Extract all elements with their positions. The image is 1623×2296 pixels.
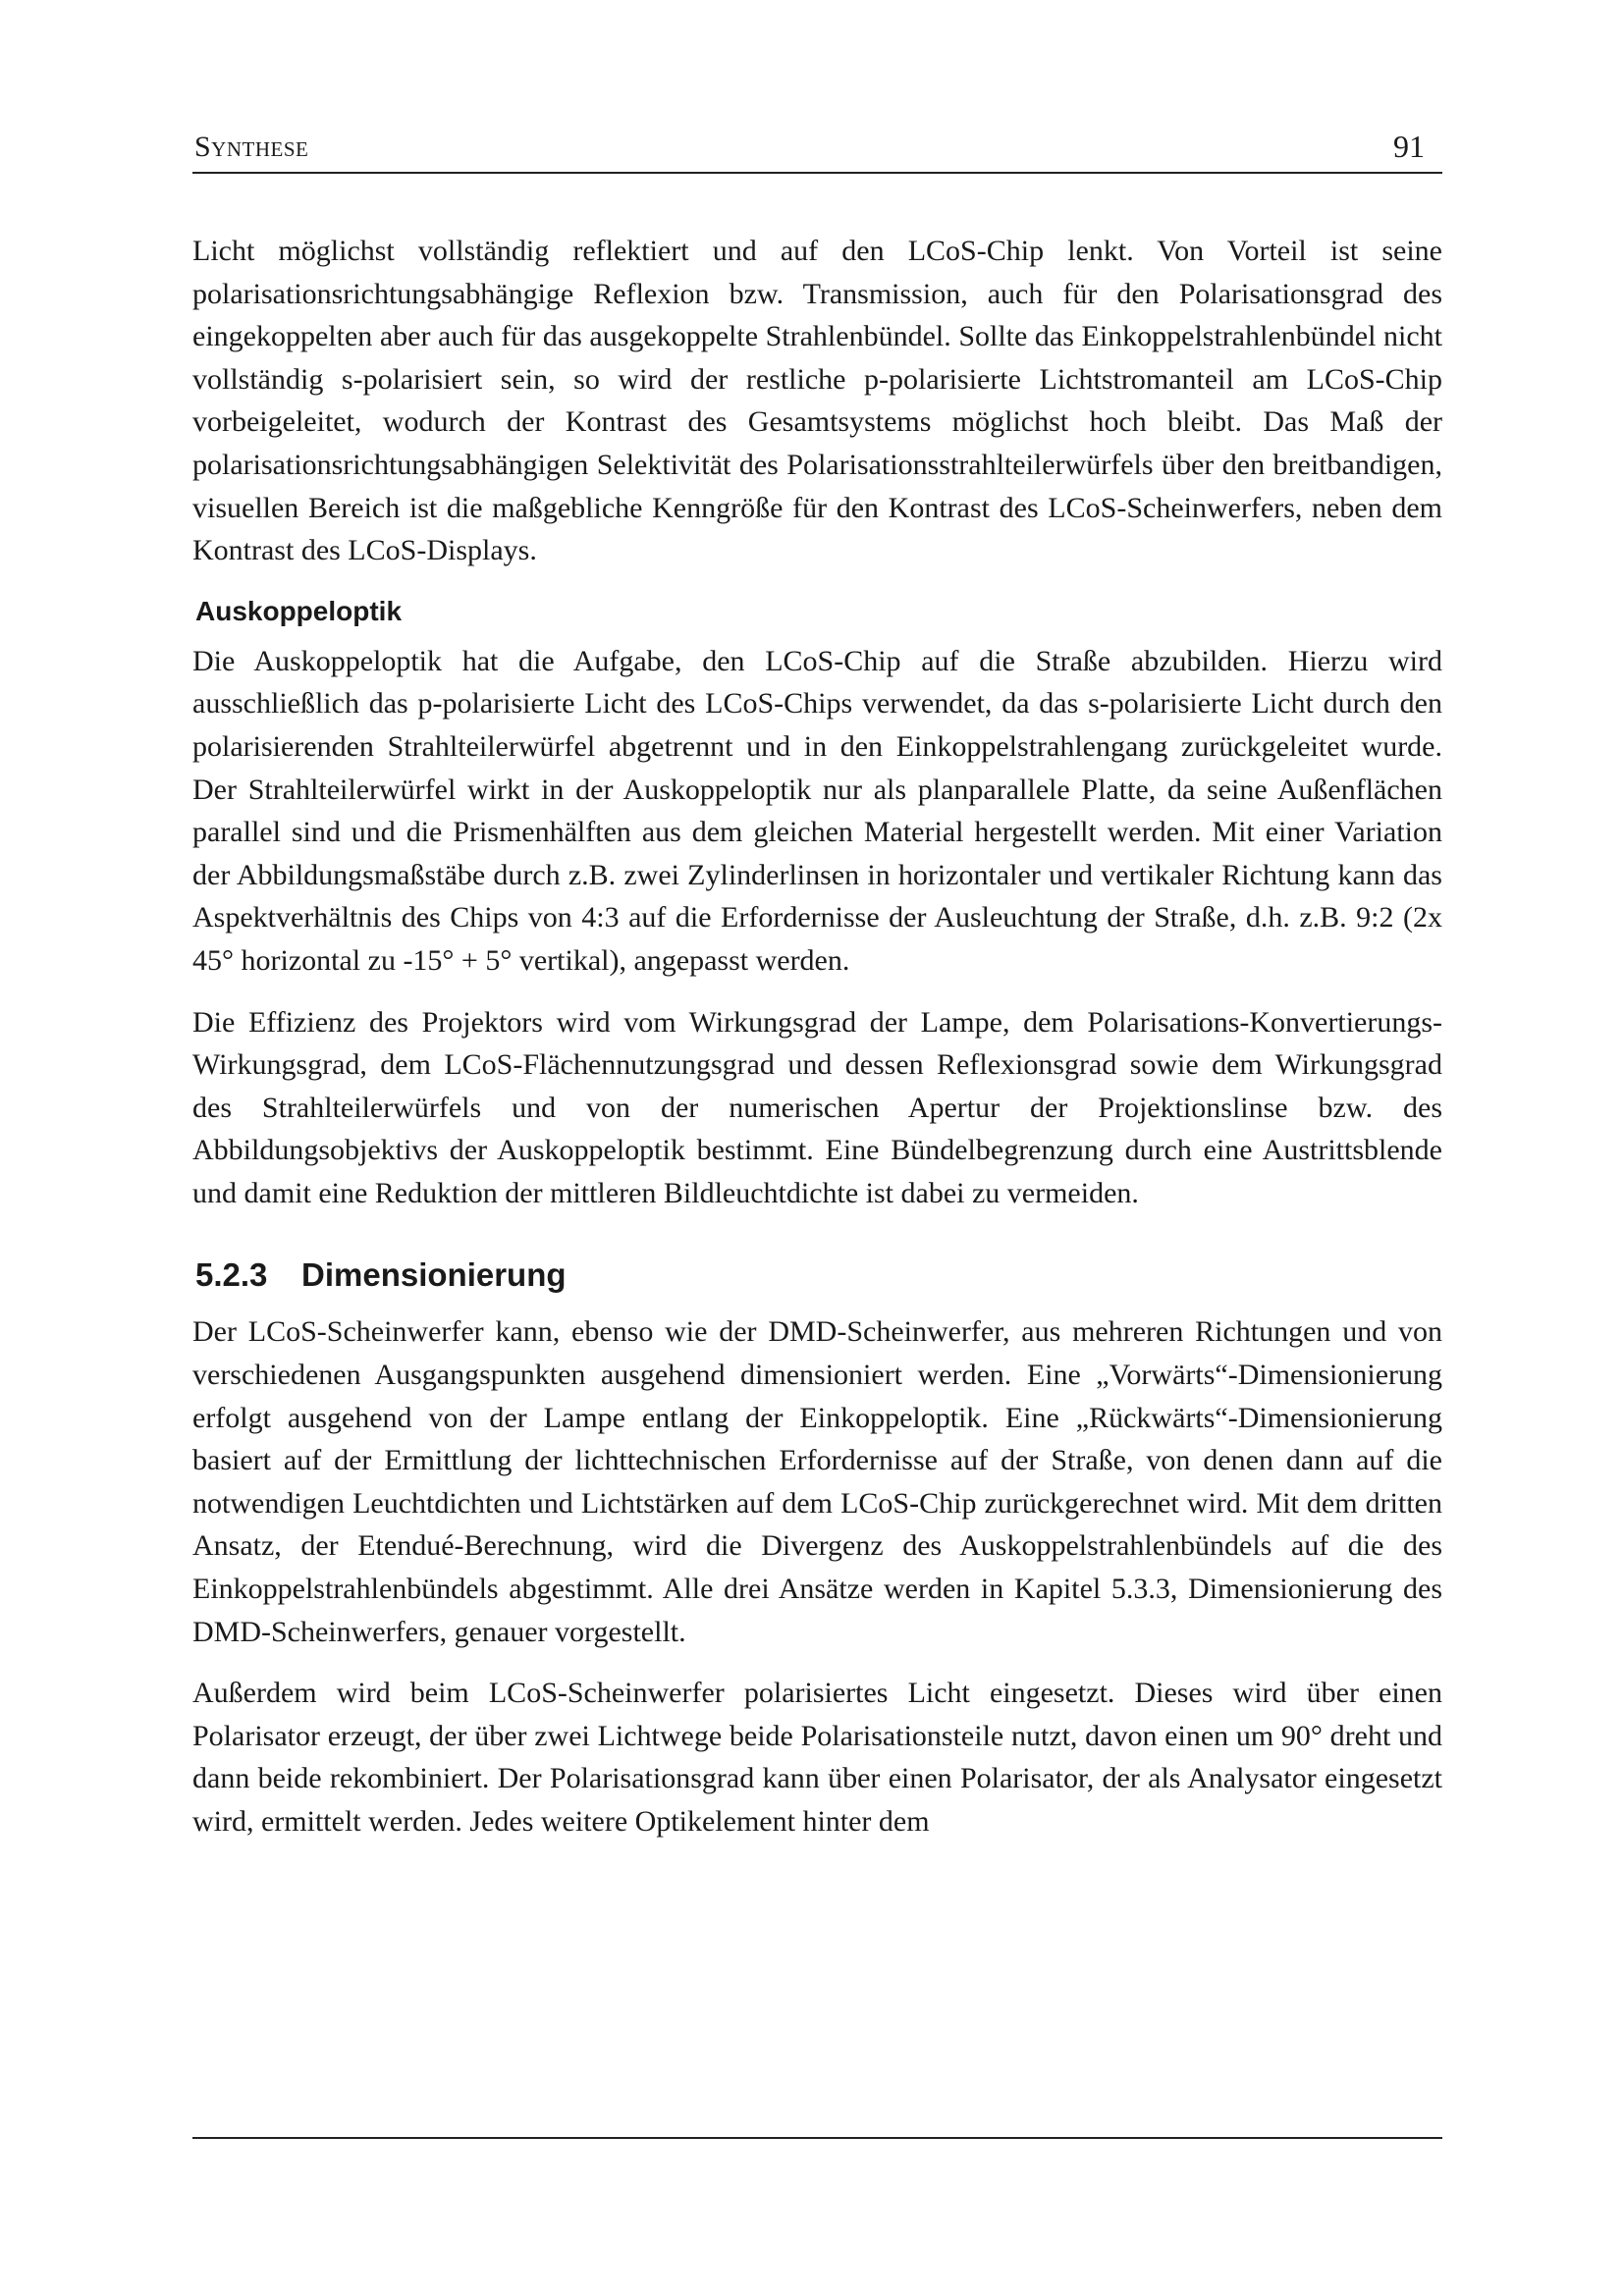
footer-rule xyxy=(192,2137,1442,2139)
section-number: 5.2.3 xyxy=(195,1256,268,1294)
section-title: Dimensionierung xyxy=(301,1256,567,1294)
subheading-auskoppeloptik: Auskoppeloptik xyxy=(195,595,403,626)
chapter-title: Synthese xyxy=(194,131,309,163)
paragraph-auskoppeloptik: Die Auskoppeloptik hat die Aufgabe, den LCoS-Chip auf die Straße abzubilden. Hierzu wird ausschließlich das p-polarisierte Licht des LCoS-Chips verwendet, da das s-polarisierte Licht durch den polarisierenden Strahlteilerwürfel abgetrennt und in den Einkoppelstrahlengang zurückgeleitet wurde. Der Strahlteilerwürfel wirkt in der Auskoppeloptik nur als planparallele Platte, da seine Außenflächen parallel sind und die Prismenhälften aus dem gleichen Material hergestellt werden. Mit einer Variation der Abbildungsmaßstäbe durch z.B. zwei Zylinderlinsen in horizontaler und vertikaler Richtung kann das Aspektverhältnis des Chips von 4:3 auf die Erfordernisse der Ausleuchtung der Straße, d.h. z.B. 9:2 (2x 45° horizontal zu -15° + 5° vertikal), angepasst werden. xyxy=(192,644,1442,977)
page-number: 91 xyxy=(1393,129,1425,164)
body-text xyxy=(192,230,1442,1843)
running-header xyxy=(192,129,1442,174)
document-page xyxy=(192,0,1442,2296)
paragraph-dimensionierung: Der LCoS-Scheinwerfer kann, ebenso wie der DMD-Scheinwerfer, aus mehreren Richtungen und von verschiedenen Ausgangspunkten ausgehend dimensioniert werden. Eine „Vorwärts“-Dimensionierung erfolgt ausgehend von der Lampe entlang der Einkoppeloptik. Eine „Rückwärts“-Dimensionierung basiert auf der Ermittlung der lichttechnischen Erfordernisse auf der Straße, von denen dann auf die notwendigen Leuchtdichten und Lichtstärken auf dem LCoS-Chip zurückgerechnet wird. Mit dem dritten Ansatz, der Etendué-Berechnung, wird die Divergenz des Auskoppelstrahlenbündels auf die des Einkoppelstrahlenbündels abgestimmt. Alle drei Ansätze werden in Kapitel 5.3.3, Dimensionierung des DMD-Scheinwerfers, genauer vorgestellt. xyxy=(192,1315,1442,1648)
section-heading xyxy=(192,1254,1442,1297)
paragraph-polarized-light: Außerdem wird beim LCoS-Scheinwerfer polarisiertes Licht eingesetzt. Dieses wird über einen Polarisator erzeugt, der über zwei Lichtwege beide Polarisationsteile nutzt, davon einen um 90° dreht und dann beide rekombiniert. Der Polarisationsgrad kann über einen Polarisator, der als Analysator eingesetzt wird, ermittelt werden. Jedes weitere Optikelement hinter dem xyxy=(192,1677,1442,1838)
paragraph-polarisation-beamsplitter: Licht möglichst vollständig reflektiert und auf den LCoS-Chip lenkt. Von Vorteil ist seine polarisationsrichtungsabhängige Reflexion bzw. Transmission, auch für den Polarisationsgrad des eingekoppelten aber auch für das ausgekoppelte Strahlenbündel. Sollte das Einkoppelstrahlenbündel nicht vollständig s-polarisiert sein, so wird der restliche p-polarisierte Lichtstromanteil am LCoS-Chip vorbeigeleitet, wodurch der Kontrast des Gesamtsystems möglichst hoch bleibt. Das Maß der polarisationsrichtungsabhängigen Selektivität des Polarisationsstrahlteilerwürfels über den breitbandigen, visuellen Bereich ist die maßgebliche Kenngröße für den Kontrast des LCoS-Scheinwerfers, neben dem Kontrast des LCoS-Displays. xyxy=(192,235,1442,567)
paragraph-efficiency: Die Effizienz des Projektors wird vom Wirkungsgrad der Lampe, dem Polarisations-Konvertierungs-Wirkungsgrad, dem LCoS-Flächennutzungsgrad und dessen Reflexionsgrad sowie dem Wirkungsgrad des Strahlteilerwürfels und von der numerischen Apertur der Projektionslinse bzw. des Abbildungsobjektivs der Auskoppeloptik bestimmt. Eine Bündelbegrenzung durch eine Austrittsblende und damit eine Reduktion der mittleren Bildleuchtdichte ist dabei zu vermeiden. xyxy=(192,1005,1442,1209)
